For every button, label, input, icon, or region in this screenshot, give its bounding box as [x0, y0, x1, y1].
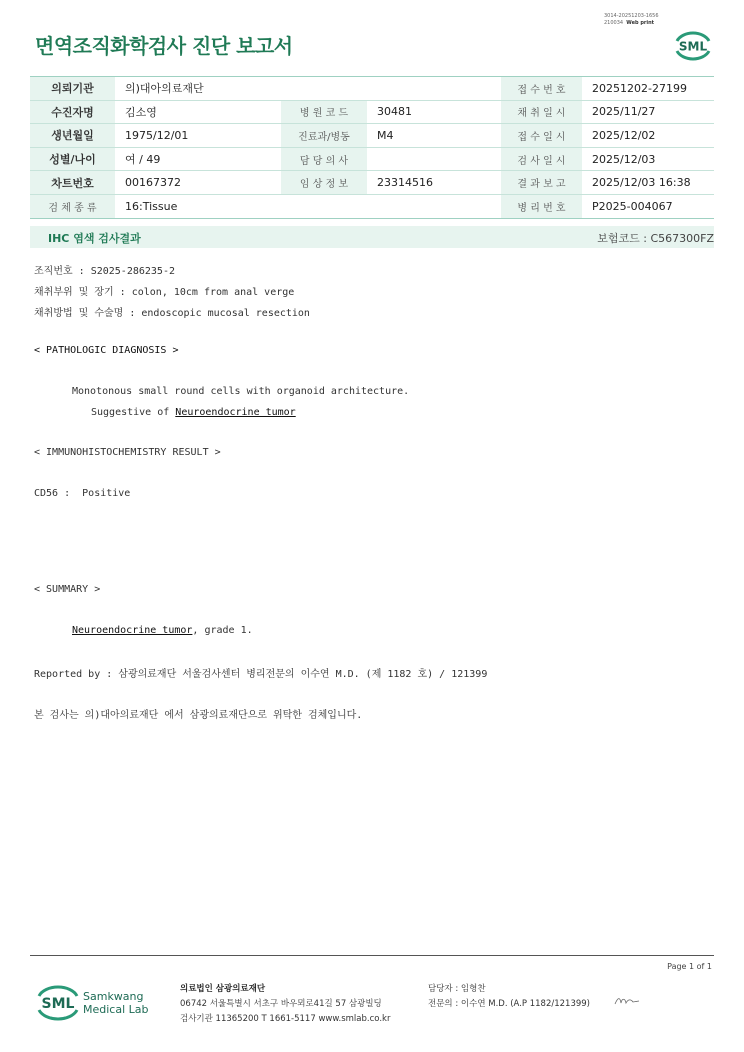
insurance-code: 보험코드 : C567300FZ: [597, 232, 714, 245]
label-accession-no: 접 수 번 호: [501, 77, 582, 101]
label-specimen-type: 검 체 종 류: [30, 194, 115, 218]
consignment-note: 본 검사는 의)대아의료재단 에서 삼광의료재단으로 위탁한 검체입니다.: [34, 710, 363, 721]
specialist-label: 전문의 :: [428, 999, 459, 1009]
label-test-date: 검 사 일 시: [501, 147, 582, 171]
value-result-report: 2025/12/03 16:38: [582, 171, 714, 195]
specialist-row: [428, 997, 590, 1009]
diagnosis-line-1: Monotonous small round cells with organoid architecture.: [72, 386, 410, 397]
ihc-result-header: < IMMUNOHISTOCHEMISTRY RESULT >: [34, 447, 221, 458]
tissue-number: 조직번호 : S2025-286235-2: [34, 266, 175, 277]
diagnosis-prefix: Suggestive of: [91, 407, 176, 418]
label-birth-date: 생년월일: [30, 124, 115, 148]
label-receipt-date: 접 수 일 시: [501, 124, 582, 148]
value-hospital-code: 30481: [367, 100, 501, 124]
label-hospital-code: 병 원 코 드: [281, 100, 367, 124]
value-chart-no: 00167372: [115, 171, 281, 195]
value-accession-no: 20251202-27199: [582, 77, 714, 101]
signature-icon: [613, 995, 641, 1007]
summary-grade: , grade 1.: [192, 625, 253, 636]
summary-header: < SUMMARY >: [34, 584, 101, 595]
label-clinical-info: 임 상 정 보: [281, 171, 367, 195]
page-number: Page 1 of 1: [667, 962, 712, 971]
logo-text-footer: SML: [41, 996, 75, 1012]
print-id: [604, 13, 694, 27]
value-department: M4: [367, 124, 501, 148]
table-row: [30, 77, 714, 101]
staff-row: [428, 982, 486, 994]
lab-name-en-2: Medical Lab: [83, 1003, 149, 1016]
staff-name: 임형찬: [460, 984, 486, 994]
label-sex-age: 성별/나이: [30, 147, 115, 171]
sml-logo-icon: [672, 27, 714, 63]
pathologic-diagnosis-header: < PATHOLOGIC DIAGNOSIS >: [34, 345, 179, 356]
reported-by: Reported by : 삼광의료재단 서울검사센터 병리전문의 이수연 M.D. (제 1182 호) / 121399: [34, 669, 488, 680]
table-row: [30, 194, 714, 218]
label-physician: 담 당 의 사: [281, 147, 367, 171]
value-receipt-date: 2025/12/02: [582, 124, 714, 148]
value-sex-age: 여 / 49: [115, 147, 281, 171]
org-name-text: 의료법인 삼광의료재단: [180, 984, 266, 994]
print-id-web: Web print: [626, 20, 655, 26]
staff-label: 담당자 :: [428, 984, 459, 994]
value-test-date: 2025/12/03: [582, 147, 714, 171]
value-requesting-org: 의)대아의료재단: [115, 77, 501, 101]
label-result-report: 결 과 보 고: [501, 171, 582, 195]
label-department: 진료과/병동: [281, 124, 367, 148]
value-specimen-type: 16:Tissue: [115, 194, 501, 218]
label-pathology-no: 병 리 번 호: [501, 194, 582, 218]
label-requesting-org: 의뢰기관: [30, 77, 115, 101]
samkwang-logo-icon: [36, 980, 156, 1026]
footer-divider: [30, 955, 714, 956]
value-collection-date: 2025/11/27: [582, 100, 714, 124]
table-row: [30, 100, 714, 124]
report-title: 면역조직화학검사 진단 보고서: [35, 34, 293, 58]
value-pathology-no: P2025-004067: [582, 194, 714, 218]
table-row: [30, 171, 714, 195]
patient-info-table: [30, 76, 714, 219]
value-birth-date: 1975/12/01: [115, 124, 281, 148]
value-physician: [367, 147, 501, 171]
diagnosis-line-2: [91, 407, 296, 418]
print-id-line1: 3014-20251203-1656: [604, 13, 659, 19]
org-name: [180, 982, 265, 994]
label-patient-name: 수진자명: [30, 100, 115, 124]
summary-line: [72, 625, 253, 636]
specialist-name: 이수연 M.D. (A.P 1182/121399): [460, 999, 590, 1009]
value-patient-name: 김소영: [115, 100, 281, 124]
diagnosis-term: Neuroendocrine tumor: [175, 407, 296, 418]
table-row: [30, 147, 714, 171]
collection-method: 채취방법 및 수술명 : endoscopic mucosal resection: [34, 308, 310, 319]
label-chart-no: 차트번호: [30, 171, 115, 195]
lab-name-en-1: Samkwang: [83, 990, 144, 1003]
collection-site: 채취부위 및 장기 : colon, 10cm from anal verge: [34, 287, 295, 298]
summary-term: Neuroendocrine tumor: [72, 625, 193, 636]
org-address: 06742 서울특별시 서초구 바우뫼로41길 57 삼광빌딩: [180, 999, 382, 1009]
label-collection-date: 채 취 일 시: [501, 100, 582, 124]
print-id-line2: 210034: [604, 20, 624, 26]
org-contact: 검사기관 11365200 T 1661-5117 www.smlab.co.kr: [180, 1014, 391, 1024]
table-row: [30, 124, 714, 148]
cd56-result: CD56 : Positive: [34, 488, 131, 499]
ihc-section-title: IHC 염색 검사결과: [48, 232, 141, 245]
value-clinical-info: 23314516: [367, 171, 501, 195]
logo-text-top: SML: [678, 39, 708, 54]
